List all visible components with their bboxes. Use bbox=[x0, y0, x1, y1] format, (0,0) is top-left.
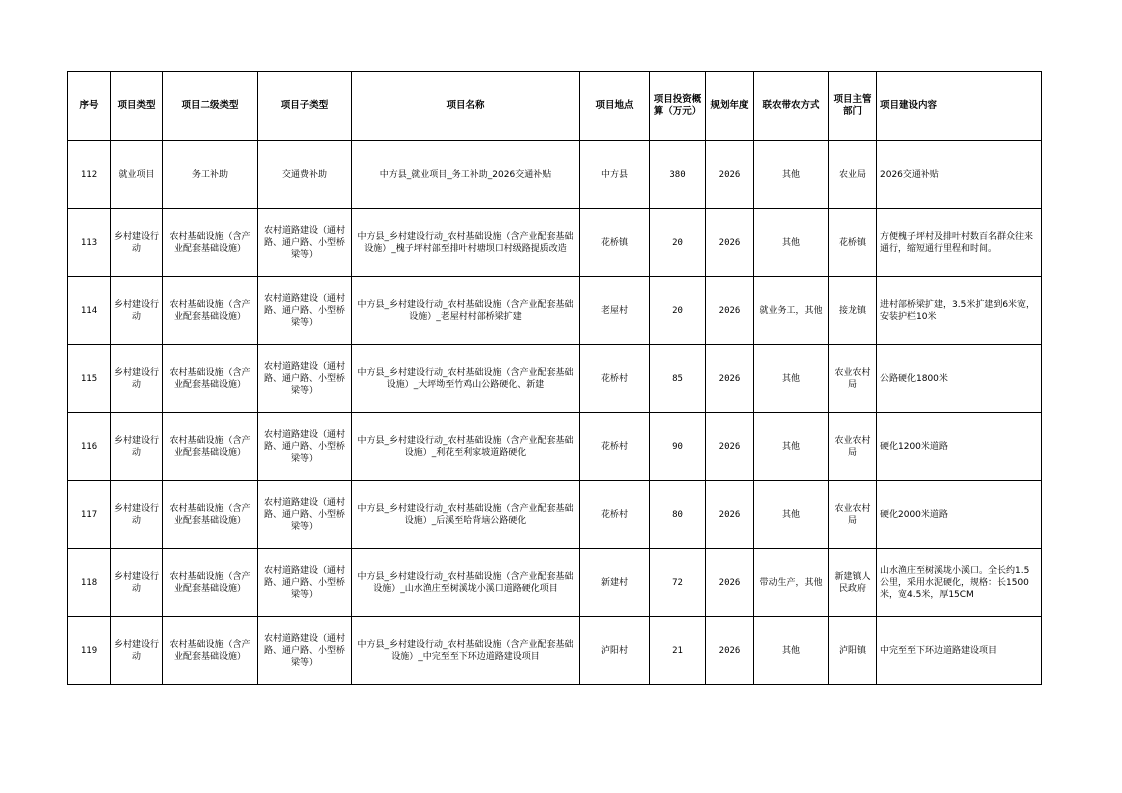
cell-name: 中方县_乡村建设行动_农村基础设施（含产业配套基础设施）_中完至至下环边道路建设项目 bbox=[352, 617, 580, 685]
header-type2: 项目二级类型 bbox=[163, 72, 258, 141]
header-type: 项目类型 bbox=[111, 72, 163, 141]
cell-type2: 农村基础设施（含产业配套基础设施） bbox=[163, 413, 258, 481]
cell-type: 乡村建设行动 bbox=[111, 277, 163, 345]
cell-type2: 农村基础设施（含产业配套基础设施） bbox=[163, 549, 258, 617]
cell-name: 中方县_乡村建设行动_农村基础设施（含产业配套基础设施）_利花至利家坡道路硬化 bbox=[352, 413, 580, 481]
cell-type2: 农村基础设施（含产业配套基础设施） bbox=[163, 209, 258, 277]
table-row bbox=[68, 481, 1042, 549]
header-name: 项目名称 bbox=[352, 72, 580, 141]
cell-subtype: 农村道路建设（通村路、通户路、小型桥梁等） bbox=[258, 617, 352, 685]
table-row bbox=[68, 209, 1042, 277]
cell-method: 其他 bbox=[754, 209, 829, 277]
cell-seq: 117 bbox=[68, 481, 111, 549]
cell-dept: 农业农村局 bbox=[829, 481, 877, 549]
cell-method: 就业务工，其他 bbox=[754, 277, 829, 345]
cell-content: 进村部桥梁扩建，3.5米扩建到6米宽，安装护栏10米 bbox=[877, 277, 1042, 345]
cell-type: 就业项目 bbox=[111, 141, 163, 209]
cell-location: 泸阳村 bbox=[580, 617, 650, 685]
cell-content: 公路硬化1800米 bbox=[877, 345, 1042, 413]
cell-budget: 20 bbox=[650, 209, 706, 277]
cell-method: 其他 bbox=[754, 413, 829, 481]
header-year: 规划年度 bbox=[706, 72, 754, 141]
cell-dept: 泸阳镇 bbox=[829, 617, 877, 685]
cell-budget: 20 bbox=[650, 277, 706, 345]
cell-type: 乡村建设行动 bbox=[111, 345, 163, 413]
project-table bbox=[67, 71, 1042, 685]
cell-name: 中方县_乡村建设行动_农村基础设施（含产业配套基础设施）_大坪坳至竹鸡山公路硬化、新建 bbox=[352, 345, 580, 413]
header-subtype: 项目子类型 bbox=[258, 72, 352, 141]
cell-dept: 花桥镇 bbox=[829, 209, 877, 277]
table-row bbox=[68, 617, 1042, 685]
cell-subtype: 农村道路建设（通村路、通户路、小型桥梁等） bbox=[258, 549, 352, 617]
cell-type: 乡村建设行动 bbox=[111, 617, 163, 685]
cell-dept: 农业农村局 bbox=[829, 345, 877, 413]
cell-location: 中方县 bbox=[580, 141, 650, 209]
cell-budget: 80 bbox=[650, 481, 706, 549]
cell-content: 方便槐子坪村及排叶村数百名群众往来通行，缩短通行里程和时间。 bbox=[877, 209, 1042, 277]
cell-budget: 85 bbox=[650, 345, 706, 413]
cell-type2: 农村基础设施（含产业配套基础设施） bbox=[163, 481, 258, 549]
cell-dept: 新建镇人民政府 bbox=[829, 549, 877, 617]
cell-method: 带动生产，其他 bbox=[754, 549, 829, 617]
table-row bbox=[68, 345, 1042, 413]
cell-subtype: 交通费补助 bbox=[258, 141, 352, 209]
cell-seq: 119 bbox=[68, 617, 111, 685]
cell-year: 2026 bbox=[706, 413, 754, 481]
header-dept: 项目主管部门 bbox=[829, 72, 877, 141]
cell-type: 乡村建设行动 bbox=[111, 549, 163, 617]
header-row bbox=[68, 72, 1042, 141]
cell-name: 中方县_乡村建设行动_农村基础设施（含产业配套基础设施）_槐子坪村部至排叶村塘坝口村级路提质改造 bbox=[352, 209, 580, 277]
cell-content: 中完至至下环边道路建设项目 bbox=[877, 617, 1042, 685]
cell-budget: 90 bbox=[650, 413, 706, 481]
cell-budget: 21 bbox=[650, 617, 706, 685]
cell-type: 乡村建设行动 bbox=[111, 209, 163, 277]
cell-year: 2026 bbox=[706, 277, 754, 345]
cell-content: 硬化2000米道路 bbox=[877, 481, 1042, 549]
cell-budget: 72 bbox=[650, 549, 706, 617]
cell-method: 其他 bbox=[754, 345, 829, 413]
cell-year: 2026 bbox=[706, 141, 754, 209]
cell-type: 乡村建设行动 bbox=[111, 481, 163, 549]
cell-dept: 接龙镇 bbox=[829, 277, 877, 345]
cell-seq: 115 bbox=[68, 345, 111, 413]
cell-year: 2026 bbox=[706, 481, 754, 549]
cell-type2: 农村基础设施（含产业配套基础设施） bbox=[163, 345, 258, 413]
header-location: 项目地点 bbox=[580, 72, 650, 141]
cell-method: 其他 bbox=[754, 617, 829, 685]
cell-name: 中方县_乡村建设行动_农村基础设施（含产业配套基础设施）_后溪至哈背垴公路硬化 bbox=[352, 481, 580, 549]
header-method: 联农带农方式 bbox=[754, 72, 829, 141]
table-row bbox=[68, 277, 1042, 345]
cell-year: 2026 bbox=[706, 549, 754, 617]
table-row bbox=[68, 141, 1042, 209]
cell-content: 2026交通补贴 bbox=[877, 141, 1042, 209]
cell-location: 花桥村 bbox=[580, 345, 650, 413]
cell-type2: 农村基础设施（含产业配套基础设施） bbox=[163, 617, 258, 685]
cell-name: 中方县_乡村建设行动_农村基础设施（含产业配套基础设施）_山水渔庄至树溪垅小溪口道路硬化项目 bbox=[352, 549, 580, 617]
cell-year: 2026 bbox=[706, 209, 754, 277]
cell-location: 花桥镇 bbox=[580, 209, 650, 277]
cell-year: 2026 bbox=[706, 617, 754, 685]
cell-location: 花桥村 bbox=[580, 481, 650, 549]
header-content: 项目建设内容 bbox=[877, 72, 1042, 141]
cell-subtype: 农村道路建设（通村路、通户路、小型桥梁等） bbox=[258, 209, 352, 277]
table-row bbox=[68, 549, 1042, 617]
header-budget: 项目投资概算（万元） bbox=[650, 72, 706, 141]
cell-seq: 116 bbox=[68, 413, 111, 481]
cell-type2: 农村基础设施（含产业配套基础设施） bbox=[163, 277, 258, 345]
cell-location: 花桥村 bbox=[580, 413, 650, 481]
cell-budget: 380 bbox=[650, 141, 706, 209]
cell-type2: 务工补助 bbox=[163, 141, 258, 209]
cell-content: 山水渔庄至树溪垅小溪口。全长约1.5公里，采用水泥硬化，规格：长1500米，宽4.5米，厚15CM bbox=[877, 549, 1042, 617]
cell-name: 中方县_乡村建设行动_农村基础设施（含产业配套基础设施）_老屋村村部桥梁扩建 bbox=[352, 277, 580, 345]
cell-seq: 118 bbox=[68, 549, 111, 617]
cell-dept: 农业局 bbox=[829, 141, 877, 209]
cell-seq: 113 bbox=[68, 209, 111, 277]
cell-subtype: 农村道路建设（通村路、通户路、小型桥梁等） bbox=[258, 277, 352, 345]
header-seq: 序号 bbox=[68, 72, 111, 141]
cell-method: 其他 bbox=[754, 141, 829, 209]
cell-type: 乡村建设行动 bbox=[111, 413, 163, 481]
cell-location: 老屋村 bbox=[580, 277, 650, 345]
cell-subtype: 农村道路建设（通村路、通户路、小型桥梁等） bbox=[258, 481, 352, 549]
cell-subtype: 农村道路建设（通村路、通户路、小型桥梁等） bbox=[258, 345, 352, 413]
table-row bbox=[68, 413, 1042, 481]
cell-name: 中方县_就业项目_务工补助_2026交通补贴 bbox=[352, 141, 580, 209]
cell-subtype: 农村道路建设（通村路、通户路、小型桥梁等） bbox=[258, 413, 352, 481]
cell-method: 其他 bbox=[754, 481, 829, 549]
cell-content: 硬化1200米道路 bbox=[877, 413, 1042, 481]
cell-seq: 112 bbox=[68, 141, 111, 209]
cell-year: 2026 bbox=[706, 345, 754, 413]
cell-location: 新建村 bbox=[580, 549, 650, 617]
cell-seq: 114 bbox=[68, 277, 111, 345]
cell-dept: 农业农村局 bbox=[829, 413, 877, 481]
